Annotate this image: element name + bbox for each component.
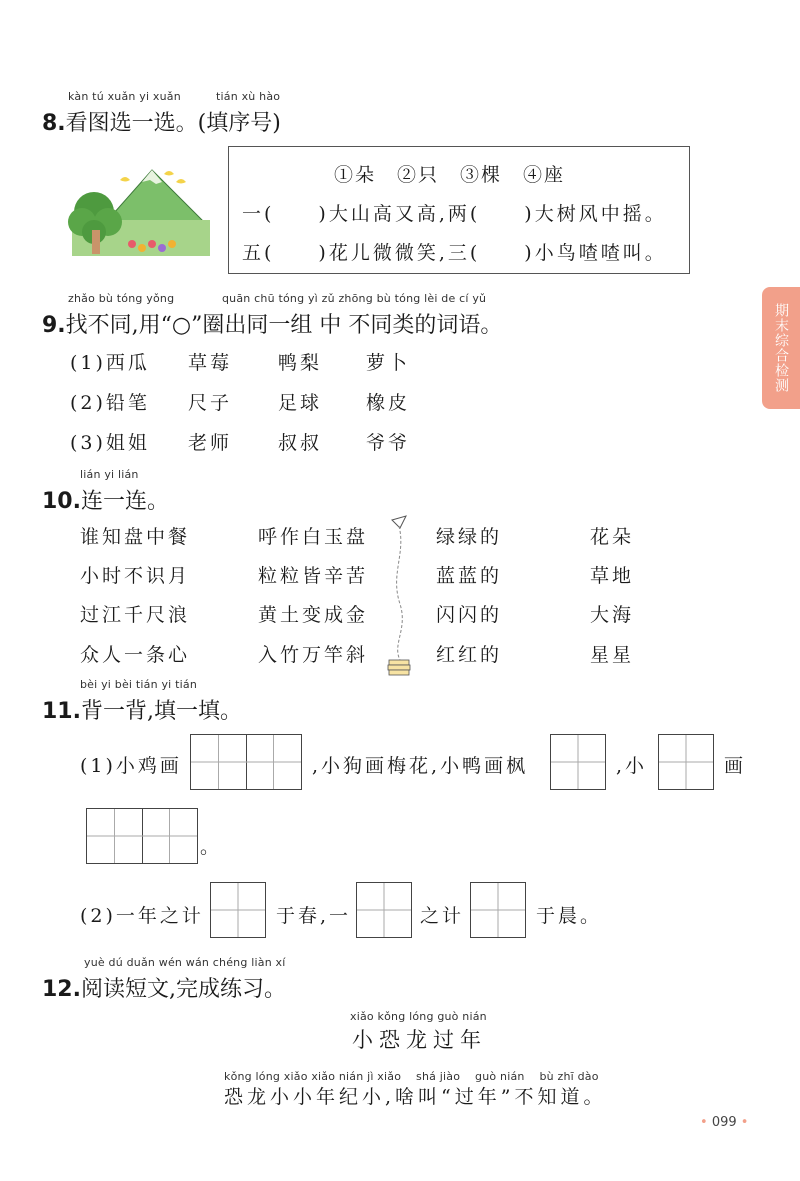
q10-col3-item: 红红的 [436, 644, 503, 666]
q9-row3-word3: 爷爷 [366, 432, 411, 454]
q11-title-text: 背一背,填一填。 [80, 699, 242, 724]
page-number [700, 1115, 748, 1130]
dot-right-icon: • [736, 1115, 749, 1130]
q9-row3-word2: 叔叔 [278, 432, 323, 454]
q11-part1-end: 。 [200, 836, 223, 858]
q9-row2-word3: 橡皮 [366, 392, 411, 414]
q12-number: 12. [42, 977, 81, 1002]
q9-row1-word3: 萝卜 [366, 352, 411, 374]
q9-row3-label: (3)姐姐 [70, 432, 150, 454]
q9-row2-word1: 尺子 [188, 392, 233, 414]
q10-col2-item: 呼作白玉盘 [258, 526, 369, 548]
q12-title-text: 阅读短文,完成练习。 [80, 977, 286, 1002]
q8-title [42, 106, 281, 137]
q8-title-text: 看图选一选。(填序号) [65, 111, 281, 136]
q11-part2-text-c: 之计 [420, 905, 465, 927]
q11-blank-2[interactable] [550, 734, 606, 790]
q10-col4-item: 大海 [590, 604, 635, 626]
q10-pinyin: lián yi lián [80, 468, 139, 481]
q11-part1-text-c: ,小 [616, 755, 648, 777]
q11-blank-1[interactable] [190, 734, 302, 790]
q9-row1-label: (1)西瓜 [70, 352, 150, 374]
q10-col4-item: 星星 [590, 644, 635, 666]
q8-pinyin-2: tián xù hào [216, 90, 281, 103]
q11-blank-4[interactable] [86, 808, 198, 864]
q11-blank-7[interactable] [470, 882, 526, 938]
q11-number: 11. [42, 699, 81, 724]
story-line1-pinyin: kǒng lóng xiǎo xiǎo nián jì xiǎo shá jiào guò nián bù zhī dào [224, 1070, 599, 1083]
q10-col2-item: 黄土变成金 [258, 604, 369, 626]
q10-col1-item: 过江千尺浪 [80, 604, 191, 626]
dot-left-icon: • [700, 1115, 712, 1130]
q10-col3-item: 绿绿的 [436, 526, 503, 548]
q8-options: ①朵 ②只 ③棵 ④座 [334, 164, 566, 186]
mountain-tree-illustration [64, 160, 214, 258]
q10-col1-item: 众人一条心 [80, 644, 191, 666]
q11-blank-3[interactable] [658, 734, 714, 790]
q9-number: 9. [42, 313, 66, 338]
q11-part2-text-d: 于晨。 [536, 905, 603, 927]
q9-pinyin-2: quān chū tóng yì zǔ zhōng bù tóng lèi de cí yǔ [222, 292, 487, 305]
story-line-1: 恐龙小小年纪小,啥叫“过年”不知道。 [224, 1086, 607, 1108]
q8-line-2: 五( )花儿微微笑,三( )小鸟喳喳叫。 [242, 242, 667, 264]
q11-part1-text-a: (1)小鸡画 [80, 755, 182, 777]
q9-row2-word2: 足球 [278, 392, 323, 414]
q10-col4-item: 草地 [590, 565, 635, 587]
q8-number: 8. [42, 111, 66, 136]
q11-part1-text-d: 画 [724, 755, 747, 777]
q9-title-text: 找不同,用“○”圈出同一组 中 不同类的词语。 [65, 313, 503, 338]
q8-line-1: 一( )大山高又高,两( )大树风中摇。 [242, 203, 667, 225]
kite-string-divider-icon [384, 514, 414, 680]
q12-title [42, 972, 286, 1003]
q11-part2-text-b: 于春,一 [276, 905, 352, 927]
q9-row3-word1: 老师 [188, 432, 233, 454]
q10-col3-item: 蓝蓝的 [436, 565, 503, 587]
q11-part2-text-a: (2)一年之计 [80, 905, 204, 927]
q10-col1-item: 谁知盘中餐 [80, 526, 191, 548]
q10-col1-item: 小时不识月 [80, 565, 191, 587]
q10-col4-item: 花朵 [590, 526, 635, 548]
q9-row1-word2: 鸭梨 [278, 352, 323, 374]
section-tab: 期末综合检测 [762, 287, 800, 409]
q12-pinyin: yuè dú duǎn wén wán chéng liàn xí [84, 956, 286, 969]
q11-pinyin: bèi yi bèi tián yi tián [80, 678, 197, 691]
q11-blank-6[interactable] [356, 882, 412, 938]
q10-number: 10. [42, 489, 81, 514]
q9-pinyin: zhǎo bù tóng yǒng [68, 292, 175, 305]
q10-col3-item: 闪闪的 [436, 604, 503, 626]
q11-part1-text-b: ,小狗画梅花,小鸭画枫 [312, 755, 529, 777]
q9-row1-word1: 草莓 [188, 352, 233, 374]
q10-title-text: 连一连。 [80, 489, 169, 514]
story-title: 小恐龙过年 [352, 1028, 487, 1052]
q10-title [42, 484, 169, 515]
q9-title [42, 308, 502, 339]
q11-blank-5[interactable] [210, 882, 266, 938]
q11-title [42, 694, 242, 725]
q10-col2-item: 入竹万竿斜 [258, 644, 369, 666]
q9-row2-label: (2)铅笔 [70, 392, 150, 414]
page-number-text: 099 [711, 1115, 737, 1130]
q10-col2-item: 粒粒皆辛苦 [258, 565, 369, 587]
q8-pinyin: kàn tú xuǎn yi xuǎn [68, 90, 181, 103]
story-title-pinyin: xiǎo kǒng lóng guò nián [350, 1010, 487, 1023]
